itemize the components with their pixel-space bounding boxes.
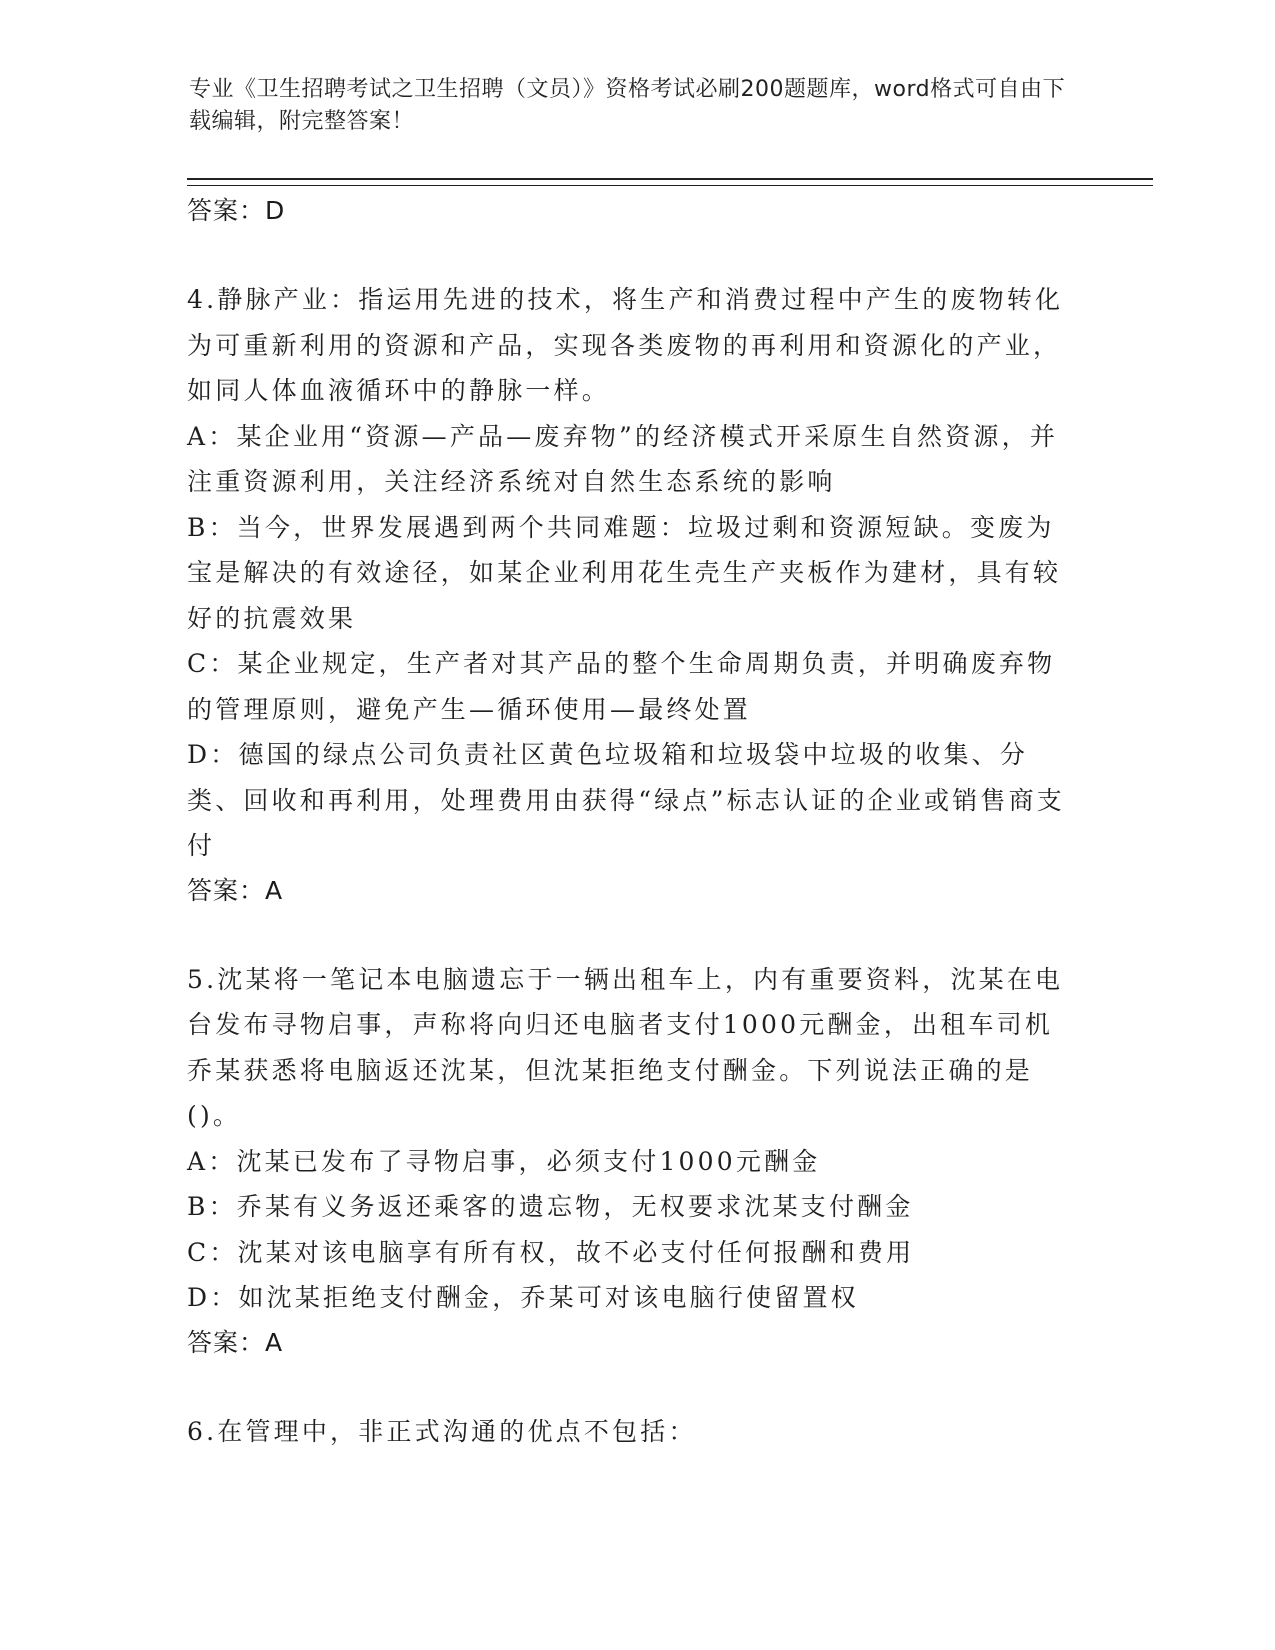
page-header-title: 专业《卫生招聘考试之卫生招聘（文员）》资格考试必刷200题题库，word格式可自由下载编辑，附完整答案！ [189,77,1066,134]
option-d: D：如沈某拒绝支付酬金，乔某可对该电脑行使留置权 [187,1283,859,1312]
answer-line: 答案：A [187,1327,284,1357]
option-b: B：当今，世界发展遇到两个共同难题：垃圾过剩和资源短缺。变废为宝是解决的有效途径，如某企业利用花生壳生产夹板作为建材，具有较好的抗震效果 [187,512,1062,633]
question-6 [187,1409,1077,1455]
question-stem: 4.静脉产业：指运用先进的技术，将生产和消费过程中产生的废物转化为可重新利用的资源和产品，实现各类废物的再利用和资源化的产业，如同人体血液循环中的静脉一样。 [187,285,1064,405]
page-content [187,193,1077,1454]
header-divider [187,178,1153,186]
option-a: A：沈某已发布了寻物启事，必须支付1000元酬金 [187,1146,821,1176]
option-c: C：沈某对该电脑享有所有权，故不必支付任何报酬和费用 [187,1237,915,1267]
answer-line: 答案：D [187,196,286,225]
option-c: C：某企业规定，生产者对其产品的整个生命周期负责，并明确废弃物的管理原则，避免产生—循环使用—最终处置 [187,649,1056,724]
question-stem: 5.沈某将一笔记本电脑遗忘于一辆出租车上，内有重要资料，沈某在电台发布寻物启事，声称将向归还电脑者支付1000元酬金，出租车司机乔某获悉将电脑返还沈某，但沈某拒绝支付酬金。下列说法正确的是()。 [187,964,1064,1130]
question-4 [187,277,1077,909]
option-d: D：德国的绿点公司负责社区黄色垃圾箱和垃圾袋中垃圾的收集、分类、回收和再利用，处理费用由获得“绿点”标志认证的企业或销售商支付 [187,740,1065,860]
question-stem: 6.在管理中，非正式沟通的优点不包括： [187,1416,697,1446]
option-b: B：乔某有义务返还乘客的遗忘物，无权要求沈某支付酬金 [187,1192,914,1221]
answer-line: 答案：A [187,875,284,905]
question-5 [187,957,1077,1361]
option-a: A：某企业用“资源—产品—废弃物”的经济模式开采原生自然资源，并注重资源利用，关注经济系统对自然生态系统的影响 [187,421,1059,496]
